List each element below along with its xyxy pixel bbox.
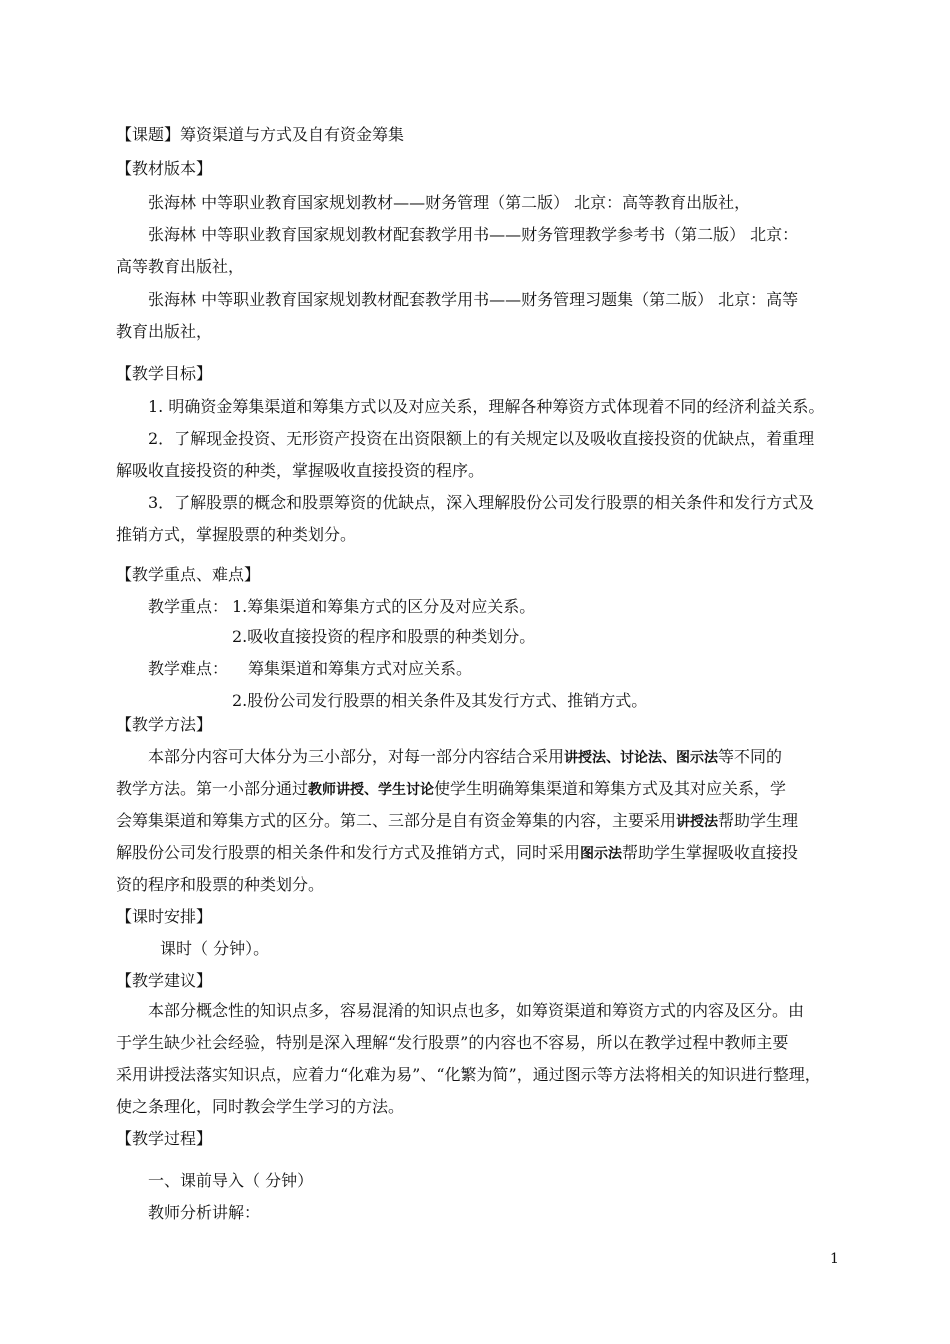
suggestion-line: 采用讲授法落实知识点，应着力“化难为易”、“化繁为简”，通过图示等方法将相关的知识进行整理， — [116, 1065, 821, 1084]
methods-text: 教学方法。第一小部分通过 — [116, 779, 309, 798]
textbook-line: 张海林 中等职业教育国家规划教材配套教学用书——财务管理教学参考书（第二版） 北京： — [148, 225, 799, 244]
methods-text: 本部分内容可大体分为三小部分，对每一部分内容结合采用 — [148, 747, 565, 766]
textbook-line: 张海林 中等职业教育国家规划教材配套教学用书——财务管理习题集（第二版） 北京：高等 — [148, 290, 799, 309]
methods-text: 等不同的 — [718, 747, 783, 766]
methods-text: 使学生明确筹集渠道和筹集方式及其对应关系，学 — [434, 779, 787, 798]
methods-emphasis: 讲授法 — [676, 814, 719, 830]
methods-emphasis: 讲授法、讨论法、图示法 — [564, 750, 719, 766]
suggestion-line: 本部分概念性的知识点多，容易混淆的知识点也多，如筹资渠道和筹资方式的内容及区分。由 — [148, 1001, 805, 1020]
key-points-heading: 【教学重点、难点】 — [116, 565, 261, 584]
schedule-line: 课时（ 分钟）。 — [160, 939, 270, 958]
objective-line: 1. 明确资金筹集渠道和筹集方式以及对应关系，理解各种筹资方式体现着不同的经济利益关系。 — [148, 397, 825, 416]
methods-text: 帮助学生理 — [718, 811, 799, 830]
key-points-label: 教学重点： — [148, 597, 229, 616]
difficult-point-line: 2.股份公司发行股票的相关条件及其发行方式、推销方式。 — [232, 691, 648, 710]
process-step-sub: 教师分析讲解： — [148, 1203, 261, 1222]
suggestion-line: 于学生缺少社会经验，特别是深入理解“发行股票”的内容也不容易，所以在教学过程中教师主要 — [116, 1033, 789, 1052]
key-point-line: 2.吸收直接投资的程序和股票的种类划分。 — [232, 627, 536, 646]
methods-text: 帮助学生掌握吸收直接投 — [622, 843, 799, 862]
difficult-point-line: 筹集渠道和筹集方式对应关系。 — [248, 659, 473, 678]
schedule-heading: 【课时安排】 — [116, 907, 213, 926]
methods-line — [116, 810, 798, 833]
methods-line — [148, 746, 782, 769]
difficult-points-label: 教学难点： — [148, 659, 229, 678]
process-step: 一、课前导入（ 分钟） — [148, 1171, 314, 1190]
methods-line — [116, 842, 798, 865]
objective-line: 3．了解股票的概念和股票筹资的优缺点，深入理解股份公司发行股票的相关条件和发行方式及 — [148, 493, 815, 512]
methods-line: 资的程序和股票的种类划分。 — [116, 875, 325, 894]
page-number: 1 — [830, 1251, 839, 1267]
textbook-line: 张海林 中等职业教育国家规划教材——财务管理（第二版） 北京：高等教育出版社， — [148, 193, 751, 212]
objective-line: 2．了解现金投资、无形资产投资在出资限额上的有关规定以及吸收直接投资的优缺点，着重理 — [148, 429, 815, 448]
methods-text: 会筹集渠道和筹集方式的区分。第二、三部分是自有资金筹集的内容，主要采用 — [116, 811, 677, 830]
methods-emphasis: 图示法 — [580, 846, 623, 862]
process-heading: 【教学过程】 — [116, 1129, 213, 1148]
methods-line — [116, 778, 786, 801]
suggestions-heading: 【教学建议】 — [116, 971, 213, 990]
textbook-line: 高等教育出版社， — [116, 257, 245, 276]
key-point-line: 1.筹集渠道和筹集方式的区分及对应关系。 — [232, 597, 536, 616]
methods-emphasis: 教师讲授、学生讨论 — [308, 782, 435, 798]
textbook-heading: 【教材版本】 — [116, 159, 213, 178]
objective-line: 解吸收直接投资的种类，掌握吸收直接投资的程序。 — [116, 461, 485, 480]
objective-line: 推销方式，掌握股票的种类划分。 — [116, 525, 357, 544]
methods-heading: 【教学方法】 — [116, 715, 213, 734]
suggestion-line: 使之条理化，同时教会学生学习的方法。 — [116, 1097, 405, 1116]
lesson-title: 【课题】筹资渠道与方式及自有资金筹集 — [116, 125, 405, 144]
textbook-line: 教育出版社， — [116, 322, 213, 341]
objectives-heading: 【教学目标】 — [116, 364, 213, 383]
methods-text: 解股份公司发行股票的相关条件和发行方式及推销方式，同时采用 — [116, 843, 581, 862]
